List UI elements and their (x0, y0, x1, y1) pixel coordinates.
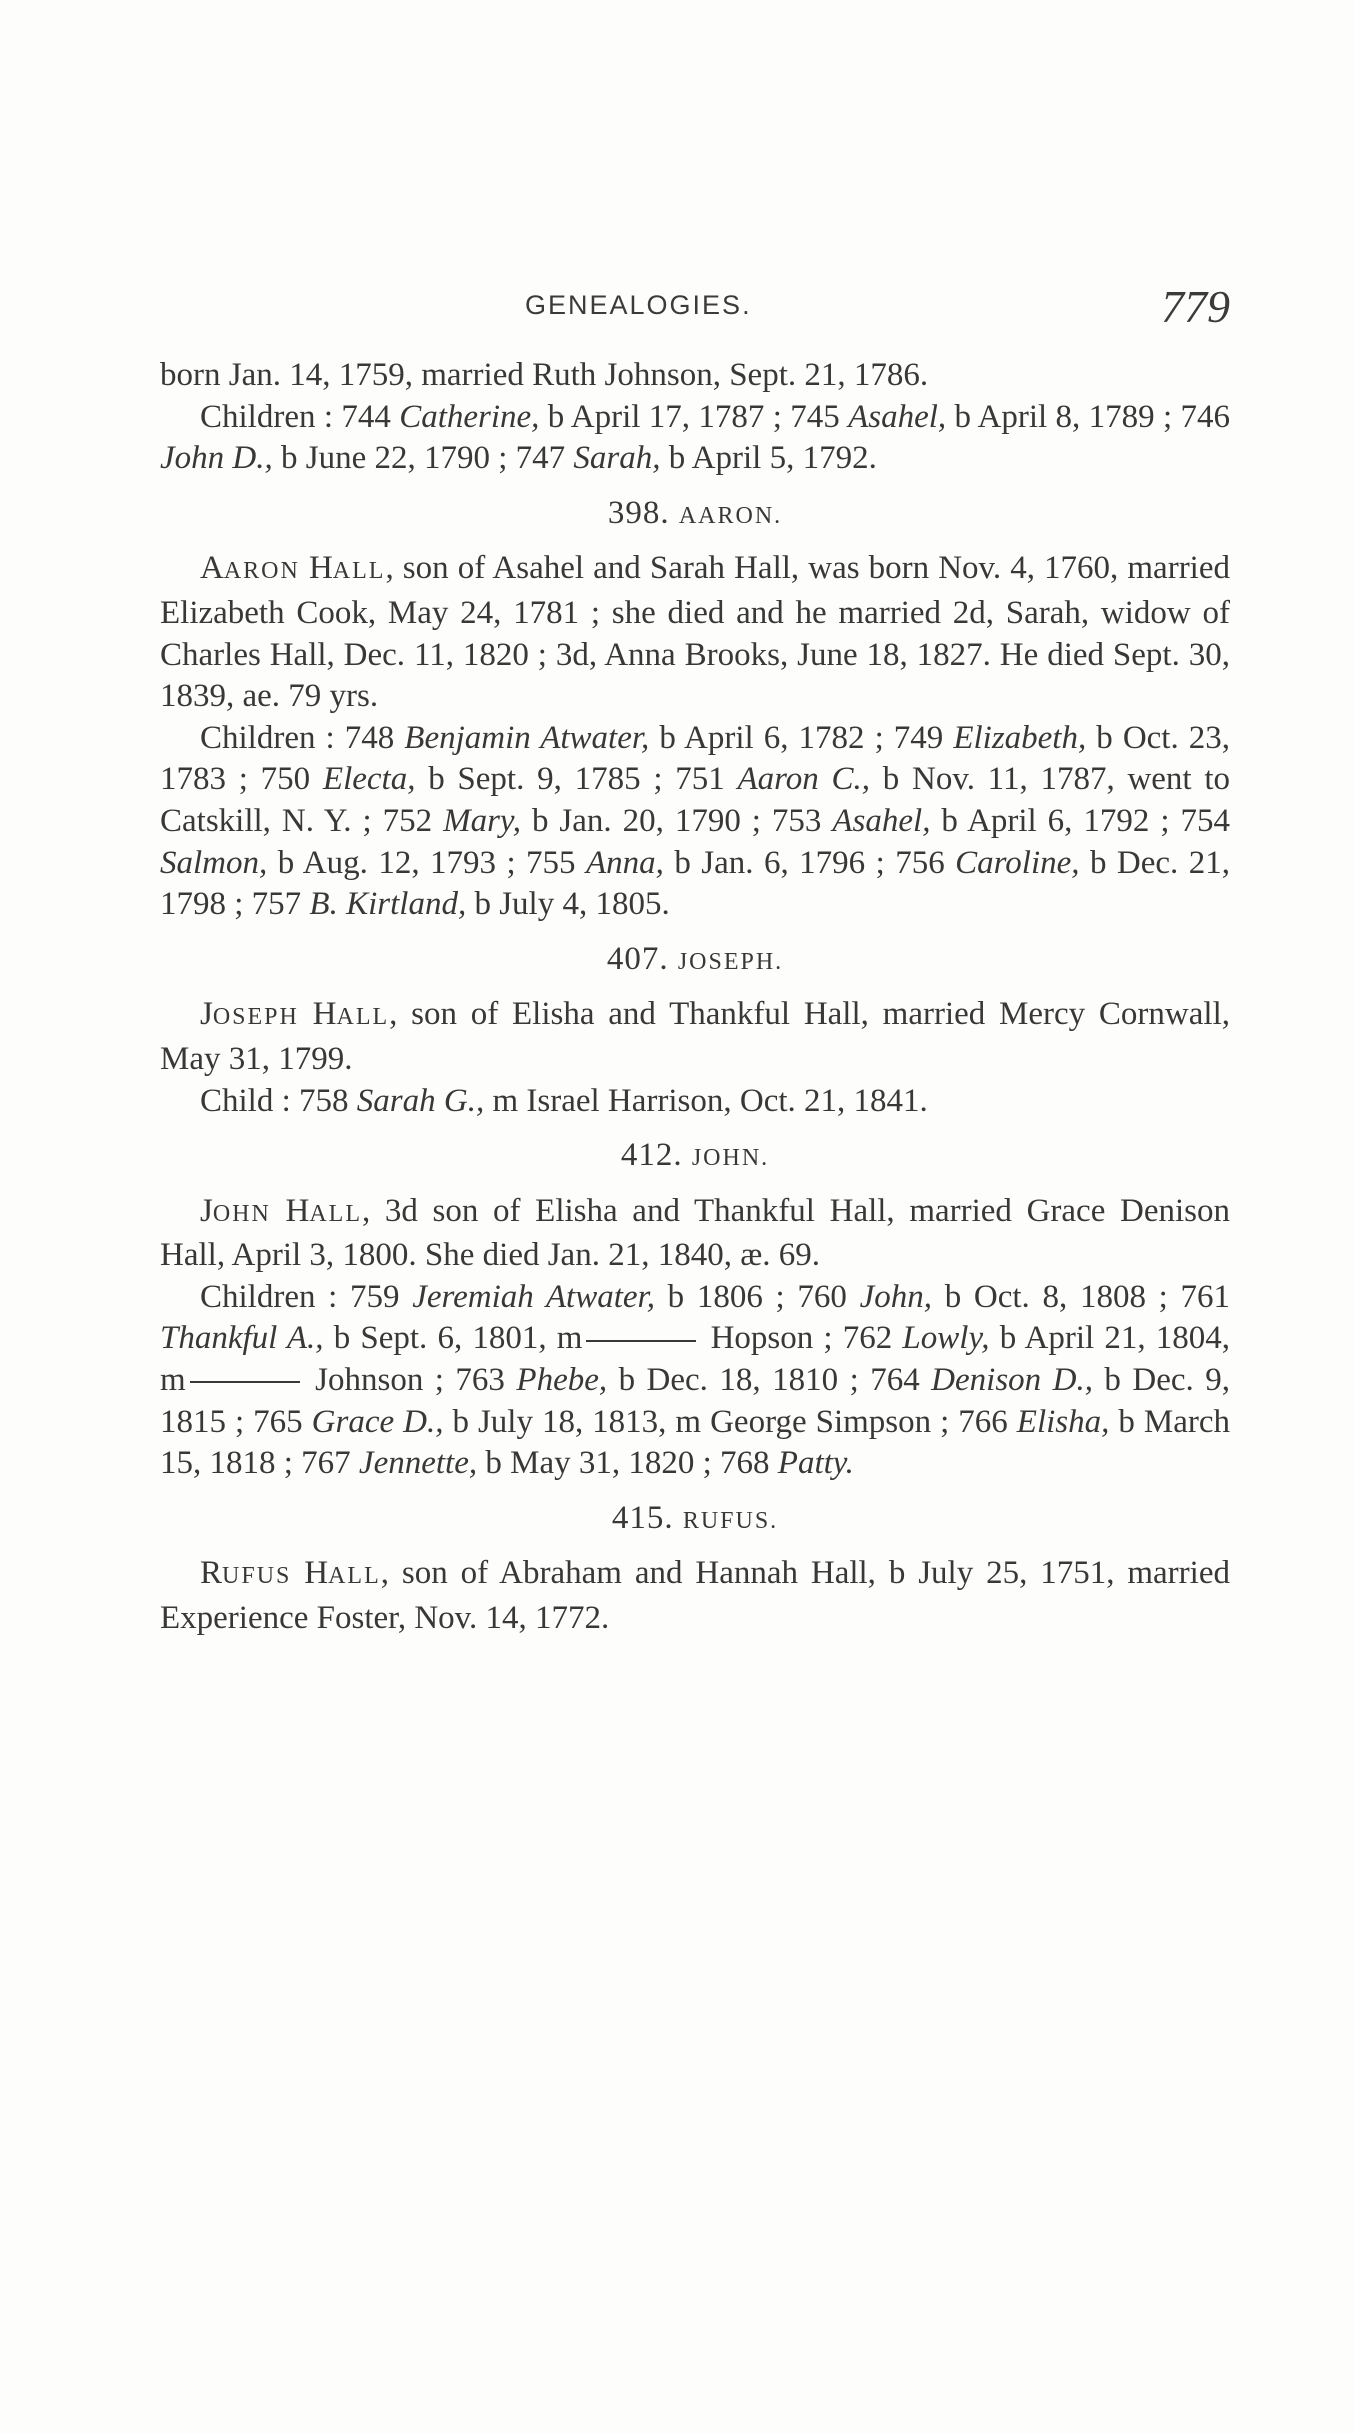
text-run: b Sept. 6, 1801, m (323, 1320, 583, 1357)
section-heading-415 (160, 1498, 1230, 1543)
child-name: Elisha, (1016, 1403, 1110, 1440)
text-run: b Jan. 6, 1796 ; 756 (663, 844, 956, 881)
small-caps-rest: OHN (212, 1200, 271, 1227)
child-name: Elizabeth, (953, 719, 1087, 756)
text-run: b 1806 ; 760 (654, 1278, 860, 1315)
small-caps-initial: H (291, 1555, 329, 1592)
child-name: John, (859, 1278, 933, 1315)
text-run: b Dec. 9, 1815 ; 765 (160, 1362, 1230, 1440)
text-run: b April 8, 1789 ; 746 (946, 398, 1230, 435)
text-run: b May 31, 1820 ; 768 (477, 1445, 778, 1482)
paragraph-children-398 (160, 718, 1230, 926)
child-name: Jeremiah Atwater, (412, 1278, 655, 1315)
child-name: Sarah G., (356, 1082, 485, 1119)
paragraph-continued: born Jan. 14, 1759, married Ruth Johnson, Sept. 21, 1786. (160, 357, 929, 393)
child-name: Asahel, (848, 398, 947, 435)
text-run: Child : 758 (200, 1082, 357, 1119)
child-name: Patty. (777, 1445, 854, 1482)
small-caps-initial: R (200, 1555, 223, 1592)
text-run: b Nov. 11, 1787, went to Catskill, N. Y. ; 752 (160, 761, 1230, 839)
child-name: Lowly, (902, 1320, 990, 1357)
small-caps-rest: ALL (328, 1563, 381, 1590)
child-name: Benjamin Atwater, (404, 719, 650, 756)
child-name: Anna, (586, 844, 664, 881)
small-caps-initial: A (200, 550, 224, 587)
child-name: Asahel, (832, 802, 931, 839)
child-name: Phebe, (516, 1362, 608, 1399)
paragraph-john (160, 1191, 1230, 1277)
small-caps-initial: H (270, 1192, 310, 1229)
text-run: b March 15, 1818 ; 767 (160, 1403, 1230, 1482)
child-name: Salmon, (160, 844, 268, 881)
paragraph-rufus (160, 1553, 1230, 1639)
text-run: b April 6, 1782 ; 749 (649, 719, 954, 756)
text-run: b Dec. 21, 1798 ; 757 (160, 844, 1230, 923)
text-run: b July 4, 1805. (466, 886, 670, 923)
text-run: Johnson ; 763 (303, 1362, 517, 1399)
text-run: m Israel Harrison, Oct. 21, 1841. (484, 1082, 928, 1119)
heading-name: AARON. (678, 502, 783, 529)
small-caps-initial: J (200, 996, 213, 1033)
small-caps-initial: J (200, 1192, 213, 1229)
small-caps-rest: ARON (223, 558, 300, 585)
text-run: b April 6, 1792 ; 754 (930, 802, 1230, 839)
text-run: , son of Asahel and Sarah Hall, was born Nov. 4, 1760, married Elizabeth Cook, May 24, 1781 ; she died and he married 2d, Sarah, widow of Charles Hall, Dec. 11, 1820 ; 3d, Anna Brooks, June 18, 1827. He died Sept. 30, 1839, ae. 79 yrs. (160, 550, 1230, 715)
text-run: b April 5, 1792. (660, 440, 877, 477)
text-run: b June 22, 1790 ; 747 (272, 440, 574, 477)
child-name: Catherine, (399, 398, 540, 435)
heading-number: 398. (607, 494, 679, 531)
text-run: b Jan. 20, 1790 ; 753 (521, 802, 833, 839)
section-heading-398 (160, 493, 1230, 538)
small-caps-rest: OSEPH (212, 1004, 299, 1031)
heading-name: RUFUS. (682, 1507, 779, 1534)
child-name: Sarah, (573, 440, 661, 477)
child-name: Mary, (443, 802, 521, 839)
heading-name: JOHN. (691, 1145, 770, 1172)
text-run: Children : 748 (200, 719, 405, 756)
text-run: b Dec. 18, 1810 ; 764 (607, 1362, 932, 1399)
paragraph-joseph (160, 994, 1230, 1080)
text-run: b Oct. 8, 1808 ; 761 (932, 1278, 1230, 1315)
text-run: b April 17, 1787 ; 745 (539, 398, 849, 435)
heading-name: JOSEPH. (677, 948, 784, 975)
text-run: b Sept. 9, 1785 ; 751 (415, 761, 738, 798)
running-title: GENEALOGIES. (525, 290, 752, 320)
child-name: B. Kirtland, (309, 886, 467, 923)
paragraph-child-407 (160, 1081, 1230, 1123)
text-run: Hopson ; 762 (700, 1320, 903, 1357)
heading-number: 412. (620, 1137, 692, 1174)
running-head (160, 280, 1230, 360)
body-text (160, 355, 1230, 1640)
small-caps-rest: ALL (336, 1004, 390, 1031)
blank-dash (190, 1381, 300, 1383)
text-run: , son of Abraham and Hannah Hall, b July 25, 1751, married Experience Foster, Nov. 14, 1772. (160, 1555, 1230, 1637)
small-caps-rest: ALL (309, 1200, 362, 1227)
child-name: Electa, (322, 761, 416, 798)
child-name: John D., (160, 440, 273, 477)
small-caps-rest: UFUS (222, 1563, 292, 1590)
heading-number: 415. (611, 1499, 683, 1536)
paragraph-aaron (160, 548, 1230, 717)
paragraph-children-412 (160, 1277, 1230, 1485)
text-run: b Oct. 23, 1783 ; 750 (160, 719, 1230, 798)
section-heading-407 (160, 939, 1230, 984)
child-name: Aaron C., (737, 761, 871, 798)
section-heading-412 (160, 1135, 1230, 1180)
text-run: , 3d son of Elisha and Thankful Hall, married Grace Denison Hall, April 3, 1800. She died Jan. 21, 1840, æ. 69. (160, 1192, 1230, 1274)
small-caps-initial: H (298, 996, 337, 1033)
child-name: Caroline, (955, 844, 1080, 881)
blank-dash (586, 1340, 696, 1342)
heading-number: 407. (606, 940, 678, 977)
child-name: Denison D., (931, 1362, 1093, 1399)
text-run: Children : 744 (200, 398, 400, 435)
text-run: b Aug. 12, 1793 ; 755 (267, 844, 586, 881)
text-run: b July 18, 1813, m George Simpson ; 766 (443, 1403, 1017, 1440)
child-name: Grace D., (311, 1403, 444, 1440)
text-run: b April 21, 1804, m (160, 1320, 1230, 1399)
small-caps-rest: ALL (332, 558, 386, 585)
small-caps-initial: H (299, 550, 333, 587)
page-number: 779 (1161, 281, 1230, 332)
child-name: Jennette, (358, 1445, 478, 1482)
child-name: Thankful A., (160, 1320, 324, 1357)
paragraph-children-397 (160, 397, 1230, 480)
text-run: Children : 759 (200, 1278, 413, 1315)
text-run: , son of Elisha and Thankful Hall, married Mercy Cornwall, May 31, 1799. (160, 996, 1230, 1077)
